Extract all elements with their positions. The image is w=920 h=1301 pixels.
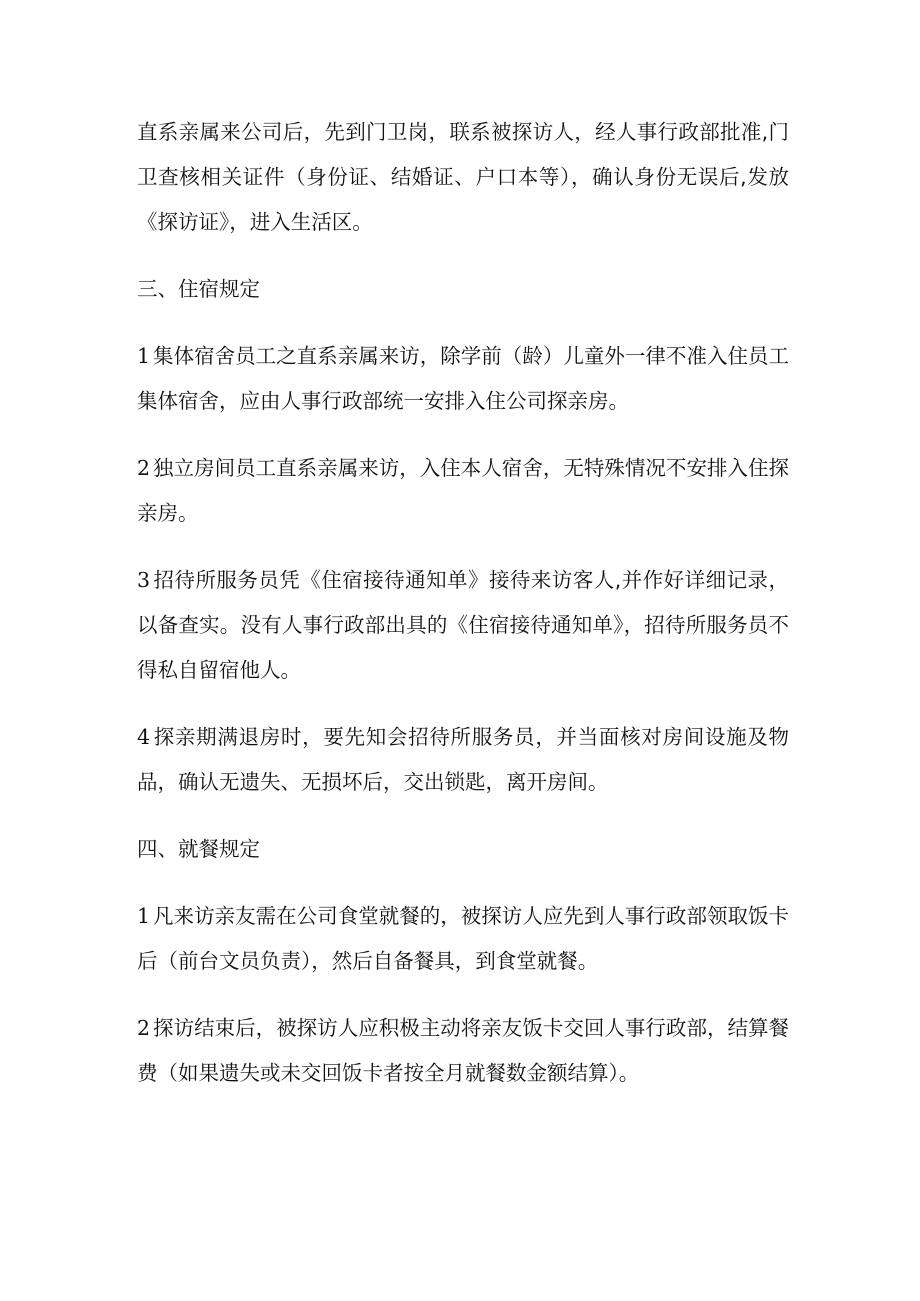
section-heading-accommodation [137,267,789,312]
item-number: 1 [137,904,151,928]
item-number: 2 [137,1016,151,1040]
list-item [137,446,789,536]
list-item [137,334,789,424]
document-body [137,110,789,1096]
heading-text: 三、住宿规定 [137,277,260,301]
heading-text: 四、就餐规定 [137,837,260,861]
item-text: 探亲期满退房时，要先知会招待所服务员，并当面核对房间设施及物品，确认无遗失、无损坏后，交出锁匙，离开房间。 [137,725,789,794]
item-text: 凡来访亲友需在公司食堂就餐的，被探访人应先到人事行政部领取饭卡后（前台文员负责），然后自备餐具，到食堂就餐。 [137,904,789,973]
item-text: 集体宿舍员工之直系亲属来访，除学前（龄）儿童外一律不准入住员工集体宿舍，应由人事行政部统一安排入住公司探亲房。 [137,344,789,413]
item-number: 1 [137,344,151,368]
paragraph-visit-procedure [137,110,789,245]
item-text: 探访结束后，被探访人应积极主动将亲友饭卡交回人事行政部，结算餐费（如果遗失或未交回饭卡者按全月就餐数金额结算）。 [137,1016,789,1085]
item-text: 招待所服务员凭《住宿接待通知单》接待来访客人,并作好详细记录，以备查实。没有人事行政部出具的《住宿接待通知单》，招待所服务员不得私自留宿他人。 [137,568,789,682]
item-number: 4 [137,725,151,749]
list-item [137,715,789,805]
item-number: 3 [137,568,151,592]
item-number: 2 [137,456,151,480]
section-heading-dining [137,827,789,872]
list-item [137,558,789,693]
paragraph-text: 直系亲属来公司后，先到门卫岗，联系被探访人，经人事行政部批准,门卫查核相关证件（身份证、结婚证、户口本等），确认身份无误后,发放《探访证》，进入生活区。 [137,120,789,234]
list-item [137,894,789,984]
item-text: 独立房间员工直系亲属来访，入住本人宿舍，无特殊情况不安排入住探亲房。 [137,456,789,525]
list-item [137,1006,789,1096]
